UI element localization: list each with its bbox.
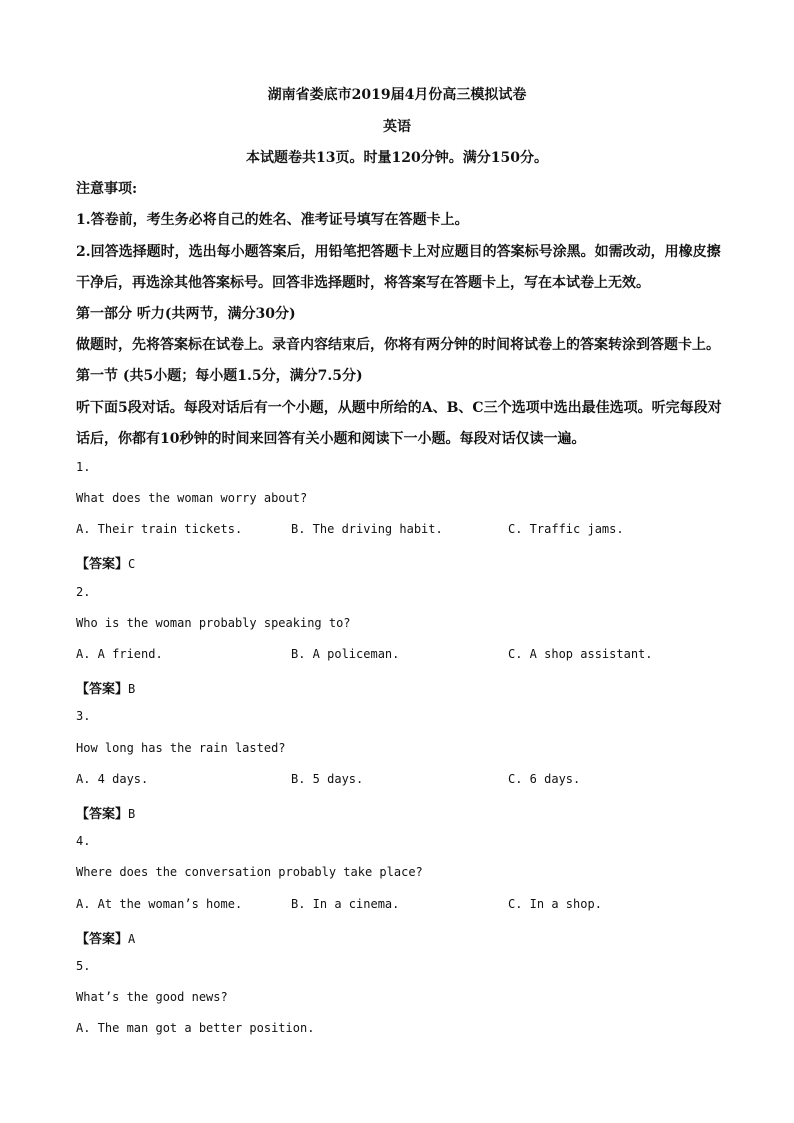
notice-item-2-line-1: 2.回答选择题时，选出每小题答案后，用铅笔把答题卡上对应题目的答案标号涂黑。如需改动，用橡皮擦 [76, 244, 721, 260]
question-2-option-c: C. A shop assistant. [508, 647, 653, 661]
answer-value: C [128, 557, 136, 571]
question-3-option-a: A. 4 days. [76, 772, 149, 786]
question-3-number: 3. [76, 709, 91, 723]
question-3-stem: How long has the rain lasted? [76, 741, 286, 755]
answer-value: A [128, 932, 136, 946]
part1-heading: 第一部分 听力(共两节，满分30分) [76, 306, 296, 322]
question-4-answer [76, 928, 135, 947]
section1-directions-line-1: 听下面5段对话。每段对话后有一个小题，从题中所给的A、B、C三个选项中选出最佳选项。听完每段对 [76, 400, 722, 416]
question-2-number: 2. [76, 585, 91, 599]
notice-heading: 注意事项: [76, 181, 138, 197]
answer-label: 【答案】 [76, 932, 129, 947]
exam-info: 本试题卷共13页。时量120分钟。满分150分。 [246, 150, 548, 166]
question-2-answer [76, 678, 135, 697]
question-3-option-c: C. 6 days. [508, 772, 581, 786]
question-2-option-a: A. A friend. [76, 647, 163, 661]
question-4-option-a: A. At the woman’s home. [76, 897, 243, 911]
answer-value: B [128, 682, 136, 696]
question-2-option-b: B. A policeman. [291, 647, 400, 661]
question-2-stem: Who is the woman probably speaking to? [76, 616, 351, 630]
question-1-option-a: A. Their train tickets. [76, 522, 243, 536]
question-4-option-c: C. In a shop. [508, 897, 602, 911]
question-5-option-a: A. The man got a better position. [76, 1021, 315, 1035]
question-1-stem: What does the woman worry about? [76, 491, 308, 505]
notice-item-2-line-2: 干净后，再选涂其他答案标号。回答非选择题时，将答案写在答题卡上，写在本试卷上无效。 [76, 275, 650, 291]
answer-value: B [128, 807, 136, 821]
question-5-number: 5. [76, 959, 91, 973]
question-3-option-b: B. 5 days. [291, 772, 364, 786]
question-1-option-c: C. Traffic jams. [508, 522, 624, 536]
question-4-stem: Where does the conversation probably take place? [76, 865, 423, 879]
section1-directions-line-2: 话后，你都有10秒钟的时间来回答有关小题和阅读下一小题。每段对话仅读一遍。 [76, 431, 586, 447]
question-3-answer [76, 803, 135, 822]
question-1-answer [76, 553, 135, 572]
notice-item-1: 1.答卷前，考生务必将自己的姓名、准考证号填写在答题卡上。 [76, 212, 469, 228]
question-1-number: 1. [76, 460, 91, 474]
answer-label: 【答案】 [76, 557, 129, 572]
answer-label: 【答案】 [76, 682, 129, 697]
question-4-number: 4. [76, 834, 91, 848]
exam-title: 湖南省娄底市2019届4月份高三模拟试卷 [267, 87, 527, 103]
part1-instruction: 做题时，先将答案标在试卷上。录音内容结束后，你将有两分钟的时间将试卷上的答案转涂到答题卡上。 [76, 337, 720, 353]
answer-label: 【答案】 [76, 807, 129, 822]
question-4-option-b: B. In a cinema. [291, 897, 400, 911]
section1-heading: 第一节 (共5小题；每小题1.5分，满分7.5分) [76, 368, 363, 384]
question-1-option-b: B. The driving habit. [291, 522, 443, 536]
subject-title: 英语 [383, 119, 411, 135]
question-5-stem: What’s the good news? [76, 990, 228, 1004]
